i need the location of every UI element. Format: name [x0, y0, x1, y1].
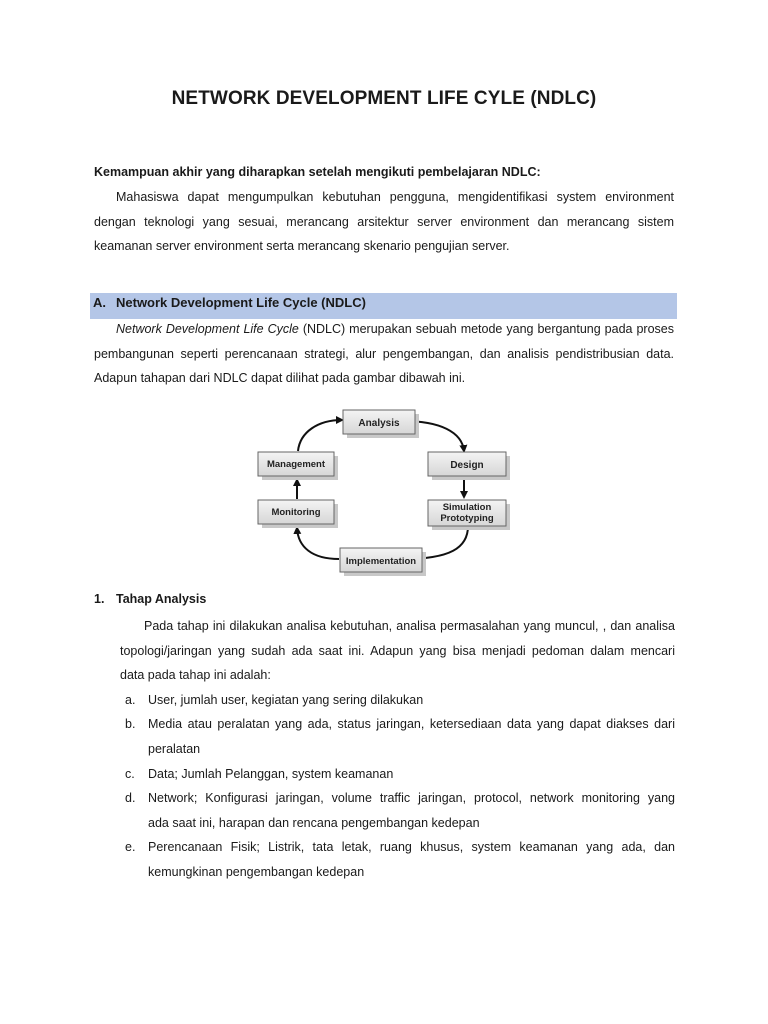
step-1-number: 1. [94, 592, 105, 606]
section-a-line-2: pembangunan seperti perencanaan strategi, alur pengembangan, dan analisis pendistribusian data. [94, 346, 674, 361]
step-1-title: Tahap Analysis [116, 592, 207, 606]
list-item-text: Data; Jumlah Pelanggan, system keamanan [148, 767, 394, 781]
list-item-text: User, jumlah user, kegiatan yang sering dilakukan [148, 693, 424, 707]
node-implementation-label: Implementation [345, 556, 417, 567]
step-1-line-3: data pada tahap ini adalah: [120, 668, 271, 682]
intro-line-1: Mahasiswa dapat mengumpulkan kebutuhan pengguna, mengidentifikasi system environment [116, 190, 674, 204]
ndlc-italic-term: Network Development Life Cycle [116, 322, 299, 336]
node-design-label: Design [450, 460, 484, 471]
document-title: NETWORK DEVELOPMENT LIFE CYLE (NDLC) [171, 88, 597, 109]
node-analysis-label: Analysis [358, 418, 400, 429]
list-item-letter: d. [125, 791, 136, 805]
node-design [428, 452, 510, 480]
list-item-text: Media atau peralatan yang ada, status jaringan, ketersediaan data yang dapat diakses dari [148, 717, 675, 731]
node-simulation-label-1: Simulation [442, 502, 492, 513]
node-analysis [343, 410, 419, 438]
step-1-line-1: Pada tahap ini dilakukan analisa kebutuhan, analisa permasalahan yang muncul, , dan analisa [144, 619, 675, 633]
list-item-text: Perencanaan Fisik; Listrik, tata letak, ruang khusus, system keamanan yang ada, dan [148, 840, 675, 854]
list-item-text-continued: ada saat ini, harapan dan rencana pengembangan kedepan [148, 816, 480, 830]
node-simulation-label-2: Prototyping [440, 513, 494, 524]
list-item-letter: b. [125, 717, 136, 731]
list-item-letter: c. [125, 767, 135, 781]
step-1-line-2: topologi/jaringan yang sudah ada saat ini. Adapun yang bisa menjadi pedoman dalam mencari [120, 643, 675, 658]
section-a-line-1-rest: (NDLC) merupakan sebuah metode yang bergantung pada proses [298, 322, 674, 336]
intro-heading: Kemampuan akhir yang diharapkan setelah mengikuti pembelajaran NDLC: [94, 165, 541, 179]
section-a-line-3: Adapun tahapan dari NDLC dapat dilihat pada gambar dibawah ini. [94, 371, 466, 385]
node-implementation [340, 548, 426, 576]
section-a-letter: A. [93, 295, 106, 310]
intro-line-3: keamanan server environment serta merancang skenario pengujian server. [94, 239, 510, 253]
list-item-text-continued: peralatan [148, 742, 201, 756]
arrow-implementation-to-monitoring [297, 528, 339, 559]
list-item-letter: a. [125, 693, 136, 707]
node-management [258, 452, 338, 480]
arrow-management-to-analysis [298, 420, 342, 451]
step-1-paragraph [120, 614, 675, 688]
node-simulation-prototyping [428, 500, 510, 530]
node-monitoring-label: Monitoring [271, 507, 321, 518]
list-item-text: Network; Konfigurasi jaringan, volume traffic jaringan, protocol, network monitoring yang [148, 791, 675, 805]
list-item-letter: e. [125, 840, 136, 854]
node-management-label: Management [266, 459, 326, 470]
section-a-title: Network Development Life Cycle (NDLC) [116, 295, 366, 310]
list-item-text-continued: kemungkinan pengembangan kedepan [148, 865, 365, 879]
intro-line-2: dengan teknologi yang sesuai, merancang arsitektur server environment dan merancang sistem [94, 214, 674, 229]
node-monitoring [258, 500, 338, 528]
